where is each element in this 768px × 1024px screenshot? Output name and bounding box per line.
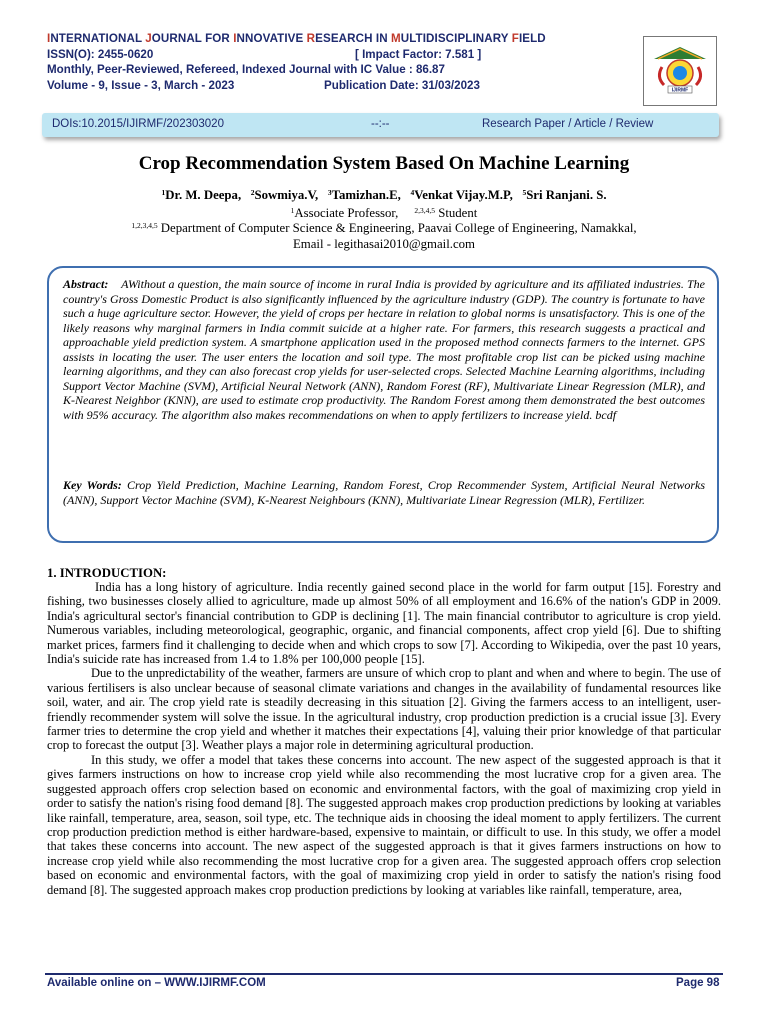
doi: DOIs:10.2015/IJIRMF/202303020 (52, 118, 224, 130)
keywords-label: Key Words: (63, 478, 122, 492)
volume-issue: Volume - 9, Issue - 3, March - 2023 (47, 78, 235, 92)
affiliation-roles: $^1$Associate Professor, $^{2,3,4,5}$ Student (290, 206, 478, 220)
paper-title: Crop Recommendation System Based On Machine Learning (138, 153, 630, 174)
issn: ISSN(O): 2455-0620 (47, 47, 154, 61)
impact-factor: [ Impact Factor: 7.581 ] (355, 47, 482, 61)
keywords-text: Crop Yield Prediction, Machine Learning, Random Forest, Crop Recommender System, Artificial Neural Networks (ANN), Support Vector Machine (SVM), K-Nearest Neighbours (KNN), Multivariate Linear Regression (MLR), Fertilizer. (63, 478, 705, 507)
abstract-label: Abstract: (63, 277, 109, 291)
footer-website: Available online on – WWW.IJIRMF.COM (47, 977, 266, 989)
author-name: Sri Ranjani. S. (526, 188, 607, 202)
section-heading: 1. INTRODUCTION: (47, 566, 167, 580)
doi-bar (42, 113, 719, 137)
doi-separator: --:-- (371, 118, 390, 130)
author-list: $^1$Dr. M. Deepa, $^2$Sowmiya.V, $^3$Tamizhan.E, $^4$Venkat Vijay.M.P, $^5$Sri Ranjani. S. (161, 188, 607, 202)
author-name: Venkat Vijay.M.P, (414, 188, 513, 202)
footer-rule (45, 973, 723, 975)
paragraph: Due to the unpredictability of the weather, farmers are unsure of which crop to plant and when and where to begin. The use of various fertilisers is also unclear because of seasonal climate variations and changes in the availability of fundamental resources like soil, water, and air. The crop yield rate is steadily decreasing in this situation [2]. Giving the farmers access to an intelligent, user-friendly recommender system will solve the issue. In the agricultural industry, crop production prediction is a crucial issue [3]. Every farmer tries to determine the crop yield and whether it matches their expectations [4], valuing their prior knowledge of that particular crop to forecast the output [3]. Weather plays a major role in determining agricultural production. (47, 666, 721, 753)
publication-date: Publication Date: 31/03/2023 (324, 78, 480, 92)
paragraph: In this study, we offer a model that takes these concerns into account. The new aspect of the suggested approach is that it gives farmers instructions on how to increase crop yield while also recommending the most lucrative crop for a given area. The suggested approach offers crop selection based on economic and environmental factors, with the goal of maximizing crop yield in order to satisfy the nation's rising food demand [8]. The suggested approach makes crop production predictions by looking at variables like rainfall, temperature, area, season, soil type, etc. The technique aids in choosing the ideal moment to apply fertilizers. The current crop production prediction method is either hardware-based, expensive to maintain, or difficult to use. In this study, we offer a model that takes these concerns into account. The new aspect of the suggested approach is that it gives farmers instructions on how to increase crop yield while also recommending the most lucrative crop for a given area. The suggested approach offers crop selection based on economic and environmental factors, with the goal of maximizing crop yield in order to satisfy the nation's rising food demand [8]. The suggested approach makes crop production predictions by looking at variables like rainfall, temperature, area, (47, 752, 721, 897)
author-name: Tamizhan.E, (331, 188, 401, 202)
abstract-text: AWithout a question, the main source of income in rural India is provided by agriculture and its affiliated industries. The country's Gross Domestic Product is also significantly influenced by the agriculture industry (GDP). The country is fortunate to have such a huge agriculture sector. However, the yield of crops per hectare in relation to global norms is unsatisfactory. This is one of the likely reasons why marginal farmers in India commit suicide at a higher rate. For farmers, this research suggests a practical and approachable yield prediction system. A smartphone application used in the proposed method connects farmers to the internet. GPS assists in locating the user. The user enters the location and soil type. The most profitable crop list can be picked using machine learning algorithms, and they can also forecast crop yields for user-selected crops. Selected Machine Learning algorithms, including Support Vector Machine (SVM), Artificial Neural Network (ANN), Random Forest (RF), Multivariate Linear Regression (MLR), and K-Nearest Neighbor (KNN), are used to estimate crop productivity. The Random Forest among them demonstrated the best outcomes with 95% accuracy. The algorithm also makes recommendations on when to apply fertilizers to increase yield. bcdf (63, 277, 706, 422)
author-name: Dr. M. Deepa, (165, 188, 242, 202)
journal-title-word: INTERNATIONAL (47, 32, 146, 45)
journal-header (47, 31, 607, 93)
logo-text: IJIRMF (671, 87, 689, 94)
journal-title-word: RESEARCH IN (306, 32, 391, 45)
keywords (63, 478, 705, 507)
journal-title-word: MULTIDISCIPLINARY (390, 32, 512, 45)
affiliation-department: $^{1,2,3,4,5}$ Department of Computer Science & Engineering, Paavai College of Engineering, Namakkal, (131, 221, 637, 235)
page-number: Page 98 (676, 977, 720, 989)
article-type: Research Paper / Article / Review (482, 118, 654, 130)
journal-title-word: FIELD (511, 32, 546, 45)
abstract (63, 277, 705, 422)
journal-logo (643, 36, 717, 106)
journal-title-word: INNOVATIVE (233, 32, 307, 45)
author-name: Sowmiya.V, (254, 188, 319, 202)
journal-title-word: JOURNAL FOR (145, 32, 234, 45)
paragraph: India has a long history of agriculture. India recently gained second place in the world for farm output [15]. Forestry and fishing, two businesses closely allied to agriculture, made up almost 50% of all employment and 16.6% of the nation's GDP in 2009. India's agricultural sector's financial contribution to GDP is declining [1]. The main financial contributor to agriculture is crop yield. Numerous variables, including meteorological, geographic, organic, and financial components, affect crop yield [6]. Due to shifting market prices, farmers find it challenging to decide when and which crops to sow [7]. According to Wikipedia, over the past 10 years, India's suicide rate has increased from 1.4 to 1.8% per 100,000 people [15]. (47, 580, 721, 667)
journal-description: Monthly, Peer-Reviewed, Refereed, Indexed Journal with IC Value : 86.87 (47, 63, 445, 76)
section-body (47, 580, 721, 897)
author-email: Email - legithasai2010@gmail.com (292, 237, 475, 251)
journal-title (47, 31, 607, 47)
